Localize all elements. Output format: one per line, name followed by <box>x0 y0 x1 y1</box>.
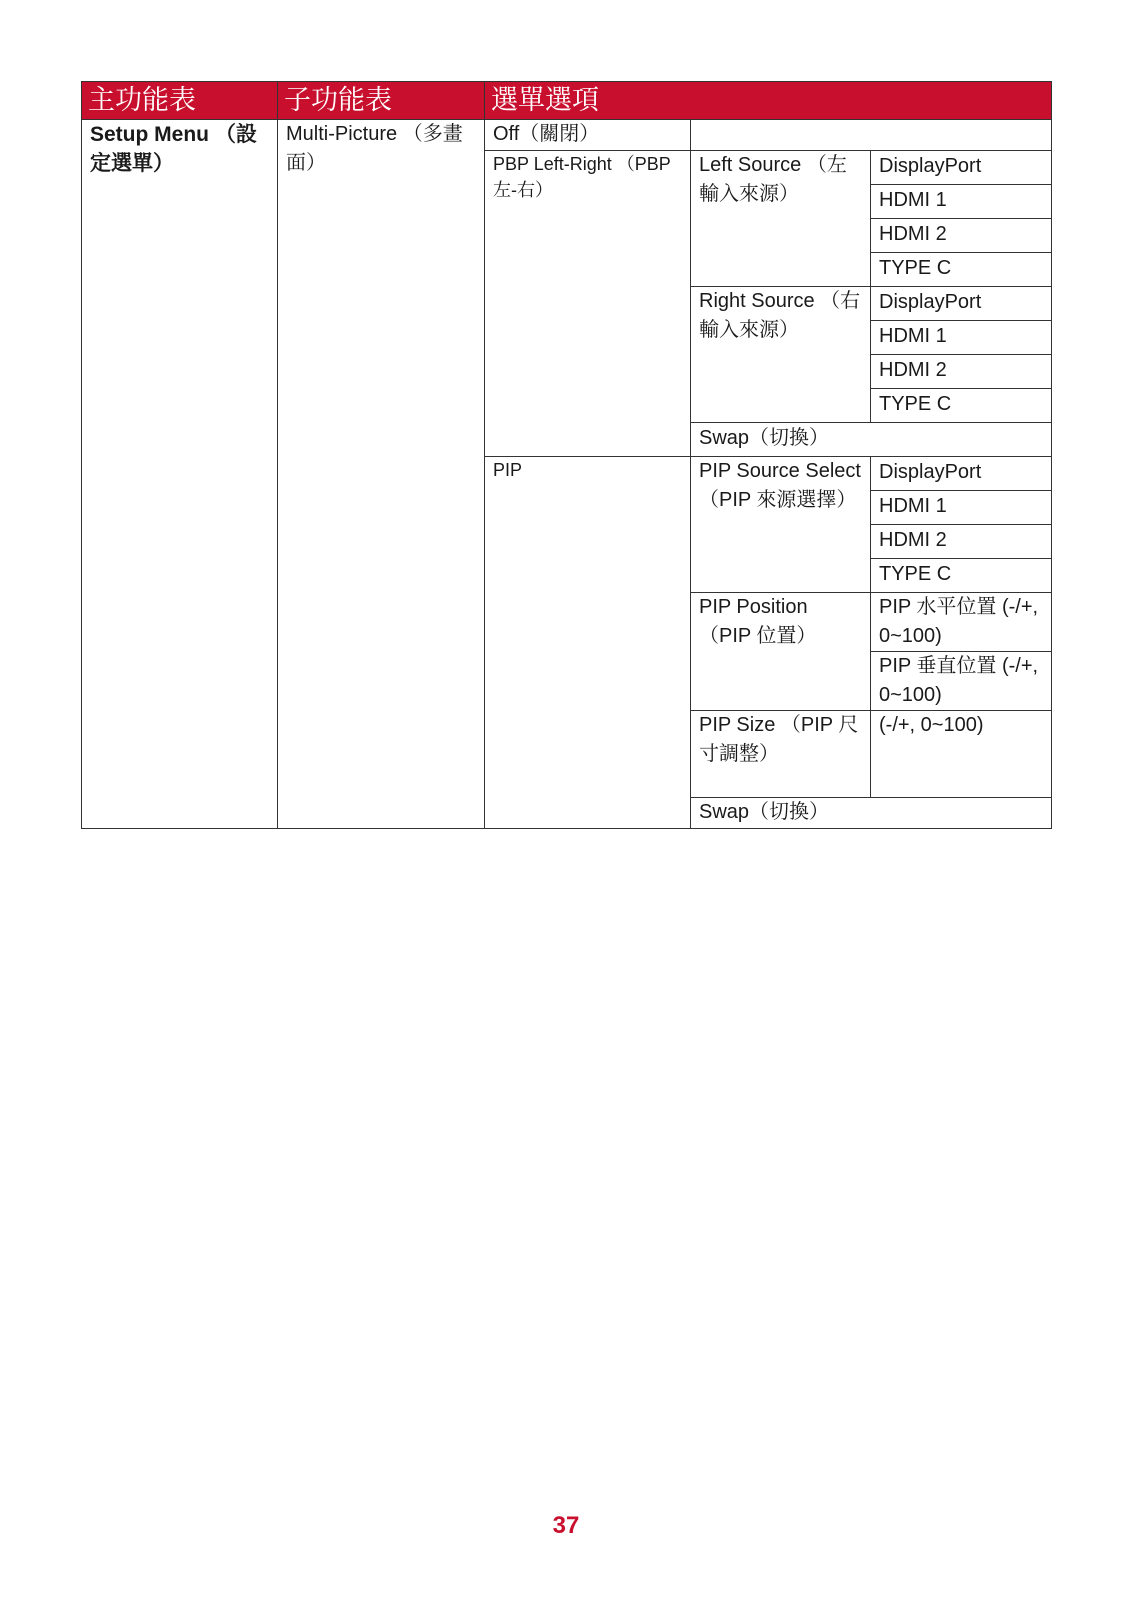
value-cell: DisplayPort <box>871 457 1052 491</box>
value-cell: PIP 水平位置 (-/+, 0~100) <box>871 593 1052 652</box>
option-off: Off（關閉） <box>485 120 691 151</box>
table-header-row <box>82 82 1052 120</box>
main-menu-cell: Setup Menu （設定選單） <box>82 120 278 829</box>
header-main-menu: 主功能表 <box>82 82 278 120</box>
page-number: 37 <box>552 1512 580 1539</box>
value-cell: TYPE C <box>871 389 1052 423</box>
option-pip: PIP <box>485 457 691 829</box>
value-cell: TYPE C <box>871 559 1052 593</box>
empty-cell <box>691 120 1052 151</box>
value-cell: HDMI 1 <box>871 321 1052 355</box>
value-cell: PIP 垂直位置 (-/+, 0~100) <box>871 652 1052 711</box>
option-pip-position: PIP Position （PIP 位置） <box>691 593 871 711</box>
option-left-source: Left Source （左輸入來源） <box>691 151 871 287</box>
option-pip-size: PIP Size （PIP 尺寸調整） <box>691 711 871 798</box>
option-pbp: PBP Left-Right （PBP 左-右） <box>485 151 691 457</box>
value-cell: HDMI 1 <box>871 491 1052 525</box>
osd-menu-table <box>81 81 1052 829</box>
value-cell: TYPE C <box>871 253 1052 287</box>
value-cell: HDMI 2 <box>871 219 1052 253</box>
sub-menu-cell: Multi-Picture （多畫面） <box>278 120 485 829</box>
value-cell: DisplayPort <box>871 151 1052 185</box>
table-row <box>82 120 1052 151</box>
option-pbp-swap: Swap（切換） <box>691 423 1052 457</box>
value-cell: HDMI 2 <box>871 525 1052 559</box>
value-cell: HDMI 1 <box>871 185 1052 219</box>
option-pip-source-select: PIP Source Select （PIP 來源選擇） <box>691 457 871 593</box>
option-pip-swap: Swap（切換） <box>691 798 1052 829</box>
value-cell: (-/+, 0~100) <box>871 711 1052 798</box>
option-right-source: Right Source （右輸入來源） <box>691 287 871 423</box>
value-cell: HDMI 2 <box>871 355 1052 389</box>
header-menu-options: 選單選項 <box>485 82 1052 120</box>
header-sub-menu: 子功能表 <box>278 82 485 120</box>
value-cell: DisplayPort <box>871 287 1052 321</box>
